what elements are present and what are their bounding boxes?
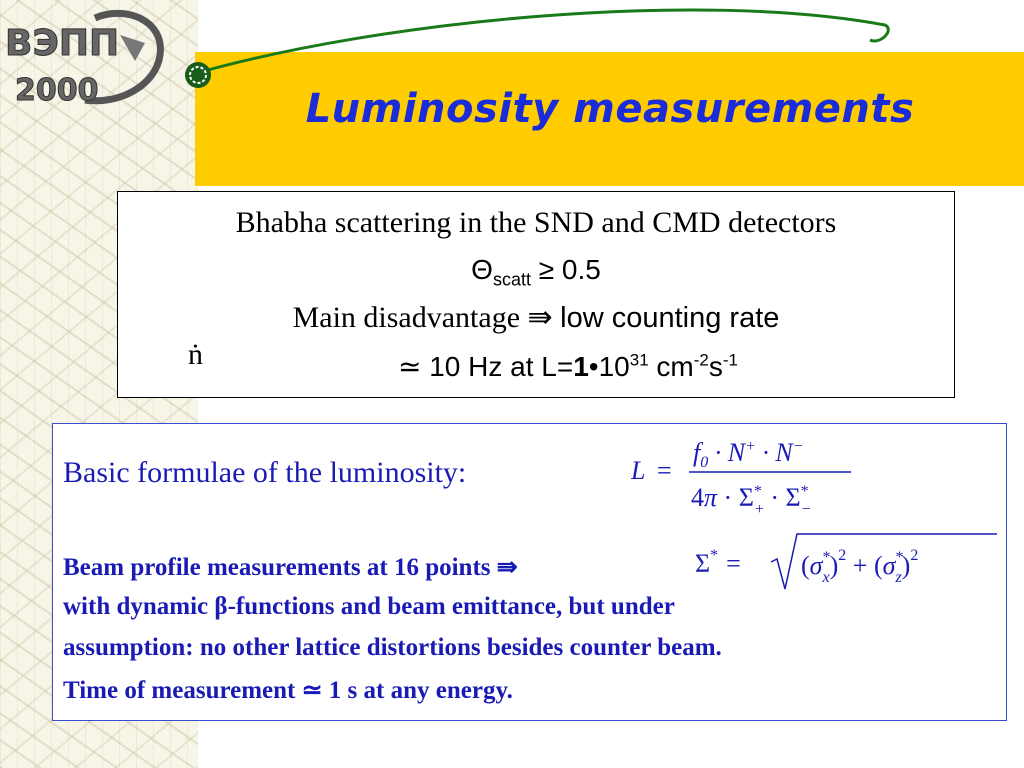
bhabha-line: Bhabha scattering in the SND and CMD detectors	[235, 206, 837, 239]
svg-text:Σ*=: Σ* =	[695, 547, 741, 578]
theta-subscript: scatt	[492, 269, 531, 290]
disadvantage-label: Main disadvantage ⇛	[292, 301, 561, 334]
disadvantage-value: low counting rate	[560, 302, 780, 334]
logo-text-1: ВЭПП	[5, 23, 120, 64]
sigma-formula	[693, 532, 1003, 594]
theta-line	[118, 254, 954, 291]
rate-coefficient: 1	[573, 351, 589, 382]
disadvantage-line	[118, 300, 954, 335]
swoosh-curve	[180, 0, 900, 100]
beta-functions-line: with dynamic β-functions and beam emittance, but under	[63, 593, 675, 620]
measurement-time-line: Time of measurement ≃ 1 s at any energy.	[63, 677, 513, 704]
detector-info-box	[117, 191, 955, 398]
rate-exponent-s: -1	[722, 350, 739, 370]
rate-unit-cm: cm	[648, 351, 694, 382]
page-title: Luminosity measurements	[305, 86, 915, 132]
formula-denominator: 4π · Σ* + · Σ* −	[691, 483, 811, 518]
basic-formulae-label: Basic formulae of the luminosity:	[63, 456, 467, 489]
rate-unit-s: s	[708, 351, 723, 382]
rate-exponent: 31	[629, 350, 649, 370]
rate-text: ≃ 10 Hz at L=	[397, 351, 574, 382]
rate-line	[208, 350, 928, 383]
logo	[0, 0, 200, 140]
logo-text-2: 2000	[15, 73, 99, 108]
rate-exponent-cm: -2	[693, 350, 709, 370]
logo-graphic	[0, 0, 200, 140]
beam-profile-line: Beam profile measurements at 16 points ⇛	[63, 554, 518, 581]
formula-lhs: L	[631, 456, 646, 485]
theta-value: ≥ 0.5	[530, 254, 601, 285]
svg-text:(σ*x)2 + (σ*z)2: (σ* x)$^2$ + (σ* z)$^2$	[801, 547, 919, 586]
rate-symbol: ṅ	[188, 338, 203, 371]
formula-numerator: $f_0 \cdot N^+ \cdot N^-$	[693, 438, 804, 471]
luminosity-formula	[631, 424, 891, 524]
assumption-line: assumption: no other lattice distortions besides counter beam.	[63, 634, 722, 661]
svg-text:=: =	[657, 456, 672, 485]
theta-symbol: Θ	[471, 254, 493, 285]
rate-times: •10	[588, 351, 630, 382]
luminosity-formula-box	[52, 423, 1007, 721]
